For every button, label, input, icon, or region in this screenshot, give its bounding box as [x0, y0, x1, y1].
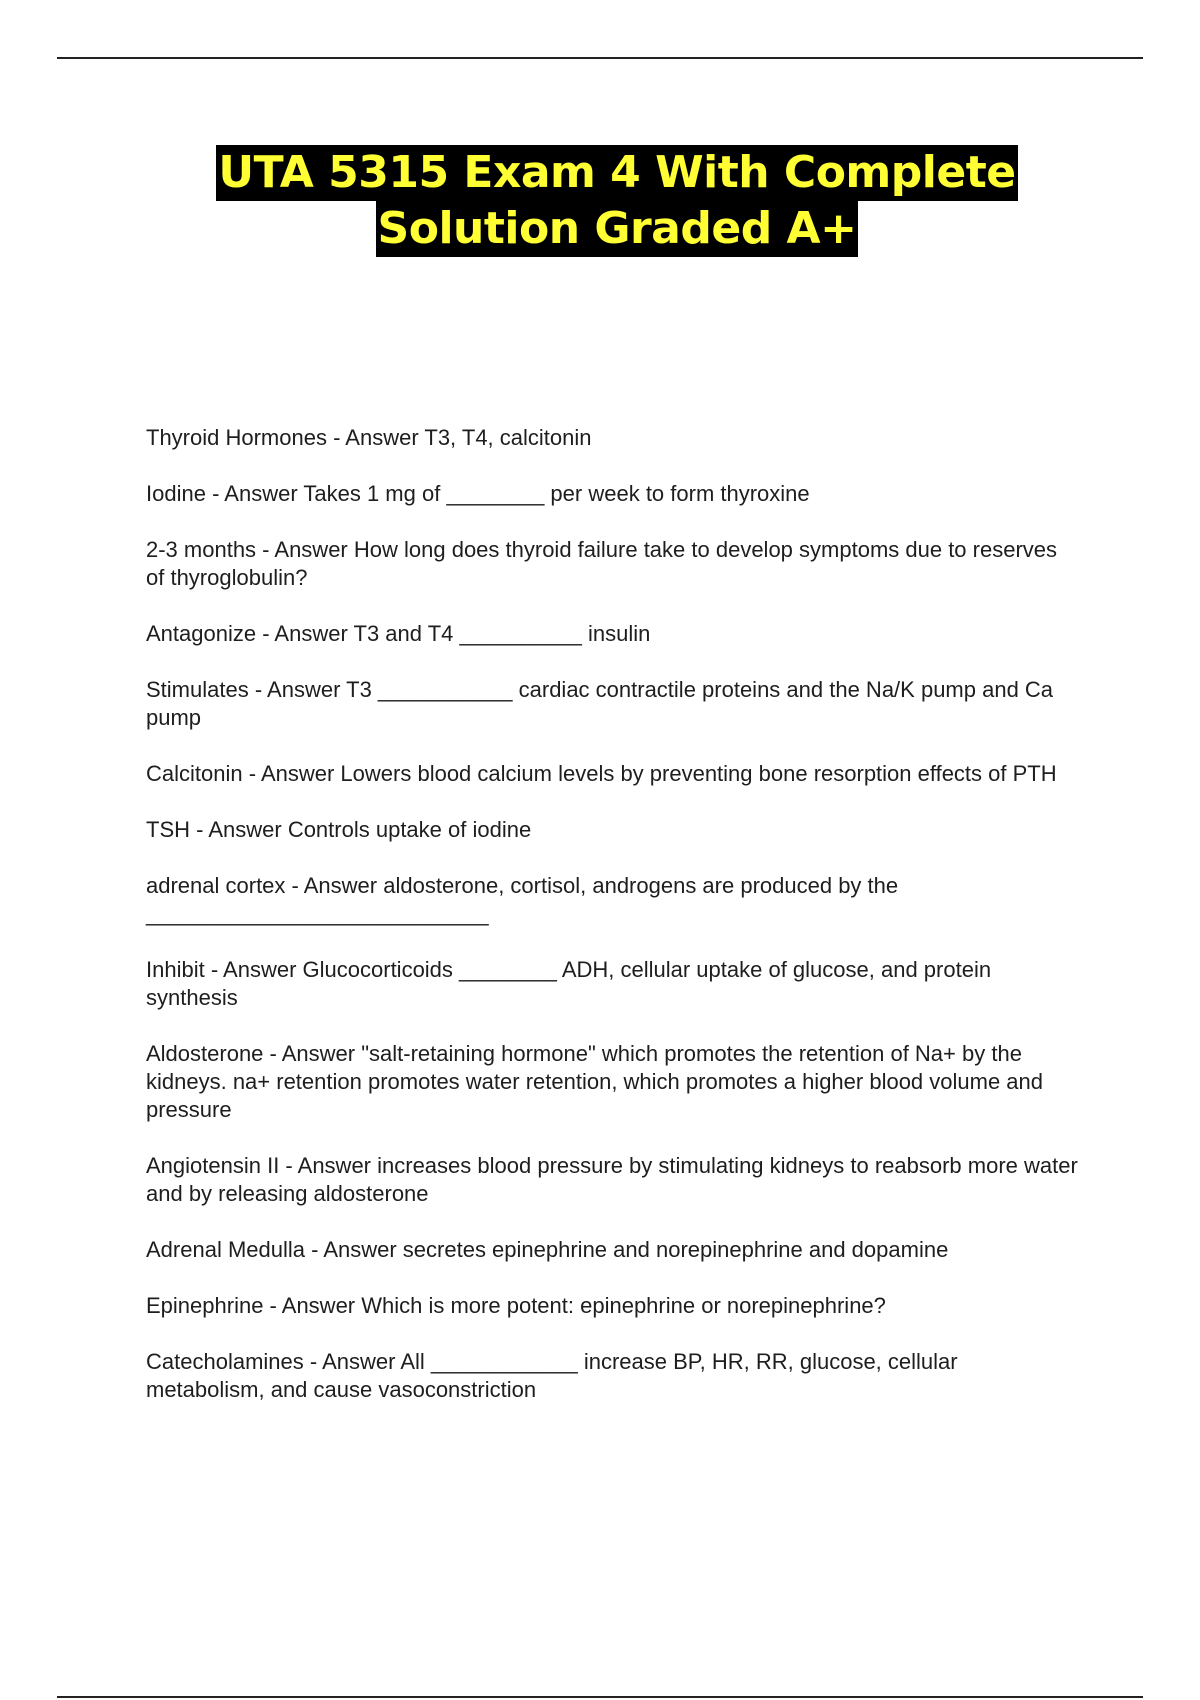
qa-separator: - Answer [326, 425, 425, 450]
qa-separator: - Answer [263, 1293, 362, 1318]
qa-term: TSH [146, 817, 190, 842]
qa-answer: secretes epinephrine and norepinephrine and dopamine [402, 1237, 949, 1262]
qa-answer: Takes 1 mg of ________ per week to form thyroxine [303, 481, 810, 506]
qa-term: Angiotensin II [146, 1153, 280, 1178]
qa-answer: increases blood pressure by stimulating kidneys to reabsorb more water and by releasing aldosterone [146, 1153, 1084, 1206]
qa-answer: T3 and T4 __________ insulin [353, 621, 651, 646]
title-line-2: Solution Graded A+ [376, 201, 859, 257]
qa-term: Catecholamines [146, 1349, 304, 1374]
qa-separator: - Answer [303, 1349, 401, 1374]
qa-item [146, 1236, 1081, 1264]
qa-answer: How long does thyroid failure take to develop symptoms due to reserves of thyroglobulin? [146, 537, 1064, 590]
footer-rule [57, 1696, 1143, 1698]
qa-separator: - Answer [248, 677, 347, 702]
qa-term: Epinephrine [146, 1293, 264, 1318]
qa-term: Stimulates [146, 677, 249, 702]
qa-term: 2-3 months [146, 537, 257, 562]
qa-separator: - Answer [256, 621, 354, 646]
qa-answer: Controls uptake of iodine [287, 817, 532, 842]
qa-answer: Glucocorticoids ________ ADH, cellular uptake of glucose, and protein synthesis [146, 957, 998, 1010]
qa-item [146, 1348, 1081, 1404]
qa-separator: - Answer [256, 537, 354, 562]
qa-term: Calcitonin [146, 761, 243, 786]
qa-item [146, 760, 1081, 788]
qa-separator: - Answer [279, 1153, 378, 1178]
qa-answer: T3, T4, calcitonin [424, 425, 592, 450]
qa-answer: Lowers blood calcium levels by preventing bone resorption effects of PTH [340, 761, 1057, 786]
qa-answer: aldosterone, cortisol, androgens are produced by the ____________________________ [146, 873, 905, 926]
qa-item [146, 816, 1081, 844]
qa-term: Aldosterone [146, 1041, 264, 1066]
qa-separator: - Answer [204, 957, 303, 982]
qa-item [146, 872, 1081, 928]
qa-item [146, 620, 1081, 648]
qa-answer: All ____________ increase BP, HR, RR, glucose, cellular metabolism, and cause vasoconstriction [146, 1349, 964, 1402]
qa-item [146, 480, 1081, 508]
qa-item [146, 424, 1081, 452]
qa-item [146, 1040, 1081, 1124]
qa-term: Antagonize [146, 621, 257, 646]
qa-item [146, 1152, 1084, 1208]
qa-separator: - Answer [205, 481, 304, 506]
qa-separator: - Answer [242, 761, 341, 786]
qa-item [146, 956, 1081, 1012]
qa-answer: Which is more potent: epinephrine or norepinephrine? [361, 1293, 886, 1318]
qa-list [146, 424, 1084, 1432]
qa-answer: T3 ___________ cardiac contractile proteins and the Na/K pump and Ca pump [146, 677, 1060, 730]
qa-answer: "salt-retaining hormone" which promotes the retention of Na+ by the kidneys. na+ retention promotes water retention, which promotes a higher blood volume and pressure [146, 1041, 1050, 1122]
qa-separator: - Answer [285, 873, 384, 898]
qa-item [146, 536, 1081, 592]
document-title [0, 145, 1200, 257]
title-line-1: UTA 5315 Exam 4 With Complete [216, 145, 1017, 201]
qa-separator: - Answer [190, 817, 288, 842]
qa-term: Iodine [146, 481, 206, 506]
qa-item [146, 1292, 1081, 1320]
qa-term: adrenal cortex [146, 873, 286, 898]
qa-term: Thyroid Hormones [146, 425, 327, 450]
qa-separator: - Answer [304, 1237, 403, 1262]
qa-item [146, 676, 1081, 732]
qa-separator: - Answer [263, 1041, 362, 1066]
header-rule [57, 57, 1143, 59]
qa-term: Adrenal Medulla [146, 1237, 305, 1262]
qa-term: Inhibit [146, 957, 205, 982]
